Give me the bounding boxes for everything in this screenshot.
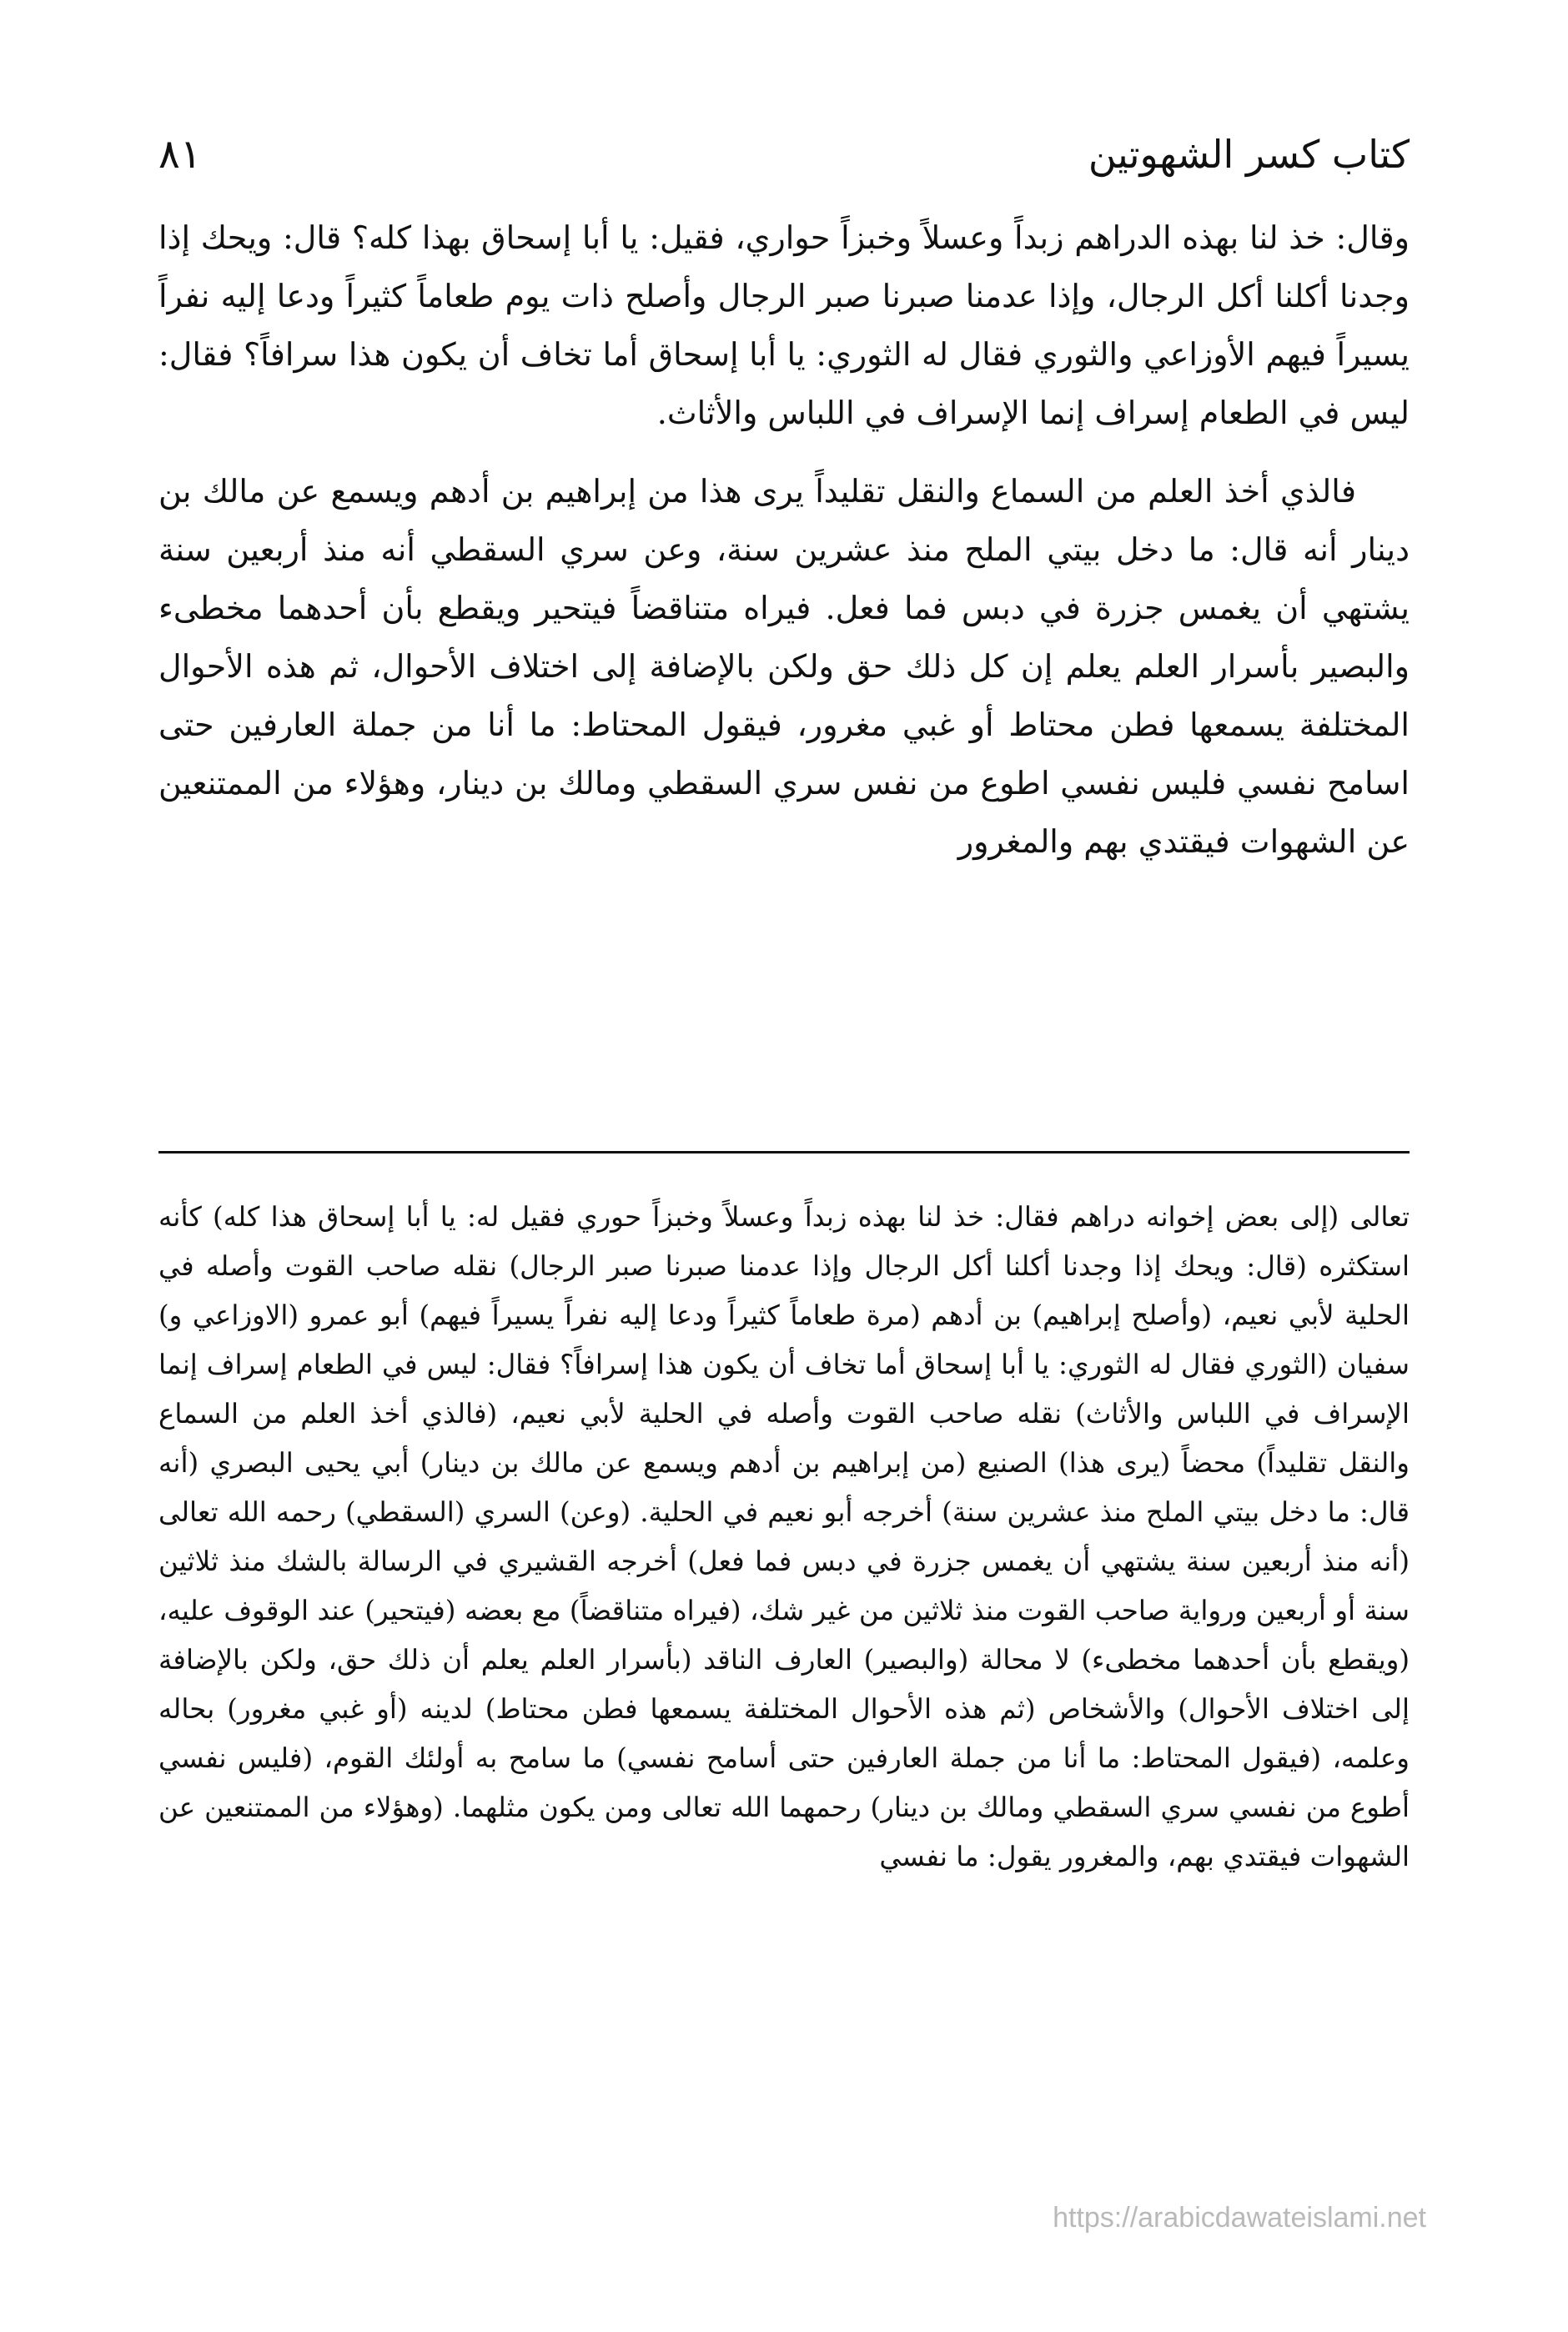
- page-header: [158, 125, 1410, 183]
- main-paragraph-1: وقال: خذ لنا بهذه الدراهم زبداً وعسلاً وخبزاً حواري، فقيل: يا أبا إسحاق بهذا كله؟ قال: ويحك إذا وجدنا أكلنا أكل الرجال، وإذا عدمنا صبرنا صبر الرجال وأصلح ذات يوم طعاماً كثيراً ودعا إليه نفراً يسيراً فيهم الأوزاعي والثوري فقال له الثوري: يا أبا إسحاق أما تخاف أن يكون هذا سرافاً؟ فقال: ليس في الطعام إسراف إنما الإسراف في اللباس والأثاث.: [158, 219, 1410, 431]
- footnote-text: تعالى (إلى بعض إخوانه دراهم فقال: خذ لنا بهذه زبداً وعسلاً وخبزاً حوري فقيل له: يا أبا إسحاق هذا كله) كأنه استكثره (قال: ويحك إذا وجدنا أكلنا أكل الرجال وإذا عدمنا صبرنا صبر الرجال) نقله صاحب القوت وأصله في الحلية لأبي نعيم، (وأصلح إبراهيم) بن أدهم (مرة طعاماً كثيراً ودعا إليه نفراً يسيراً فيهم) أبو عمرو (الاوزاعي و) سفيان (الثوري فقال له الثوري: يا أبا إسحاق أما تخاف أن يكون هذا إسرافاً؟ فقال: ليس في الطعام إسراف إنما الإسراف في اللباس والأثاث) نقله صاحب القوت وأصله في الحلية لأبي نعيم، (فالذي أخذ العلم من السماع والنقل تقليداً) محضاً (يرى هذا) الصنيع (من إبراهيم بن أدهم ويسمع عن مالك بن دينار) أبي يحيى البصري (أنه قال: ما دخل بيتي الملح منذ عشرين سنة) أخرجه أبو نعيم في الحلية. (وعن) السري (السقطي) رحمه الله تعالى (أنه منذ أربعين سنة يشتهي أن يغمس جزرة في دبس فما فعل) أخرجه القشيري في الرسالة بالشك منذ ثلاثين سنة أو أربعين ورواية صاحب القوت منذ ثلاثين من غير شك، (فيراه متناقضاً) مع بعضه (فيتحير) عند الوقوف عليه، (ويقطع بأن أحدهما مخطىء) لا محالة (والبصير) العارف الناقد (بأسرار العلم يعلم أن ذلك حق، ولكن بالإضافة إلى اختلاف الأحوال) والأشخاص (ثم هذه الأحوال المختلفة يسمعها فطن محتاط) لدينه (أو غبي مغرور) بحاله وعلمه، (فيقول المحتاط: ما أنا من جملة العارفين حتى أسامح نفسي) ما سامح به أولئك القوم، (فليس نفسي أطوع من نفسي سري السقطي ومالك بن دينار) رحمهما الله تعالى ومن يكون مثلهما. (وهؤلاء من الممتنعين عن الشهوات فيقتدي بهم، والمغرور يقول: ما نفسي: [158, 1201, 1410, 1872]
- main-text: [158, 209, 1410, 891]
- running-title: كتاب كسر الشهوتين: [1088, 132, 1410, 177]
- watermark-url: https://arabicdawateislami.net: [1053, 2202, 1426, 2234]
- commentary-footnote: [158, 1193, 1410, 1882]
- footnote-separator: [158, 1151, 1410, 1153]
- page-number: ٨١: [158, 131, 202, 178]
- main-paragraph-2: فالذي أخذ العلم من السماع والنقل تقليداً يرى هذا من إبراهيم بن أدهم ويسمع عن مالك بن دينار أنه قال: ما دخل بيتي الملح منذ عشرين سنة، وعن سري السقطي أنه منذ أربعين سنة يشتهي أن يغمس جزرة في دبس فما فعل. فيراه متناقضاً فيتحير ويقطع بأن أحدهما مخطىء والبصير بأسرار العلم يعلم إن كل ذلك حق ولكن بالإضافة إلى اختلاف الأحوال، ثم هذه الأحوال المختلفة يسمعها فطن محتاط أو غبي مغرور، فيقول المحتاط: ما أنا من جملة العارفين حتى اسامح نفسي فليس نفسي اطوع من نفس سري السقطي ومالك بن دينار، وهؤلاء من الممتنعين عن الشهوات فيقتدي بهم والمغرور: [158, 473, 1410, 860]
